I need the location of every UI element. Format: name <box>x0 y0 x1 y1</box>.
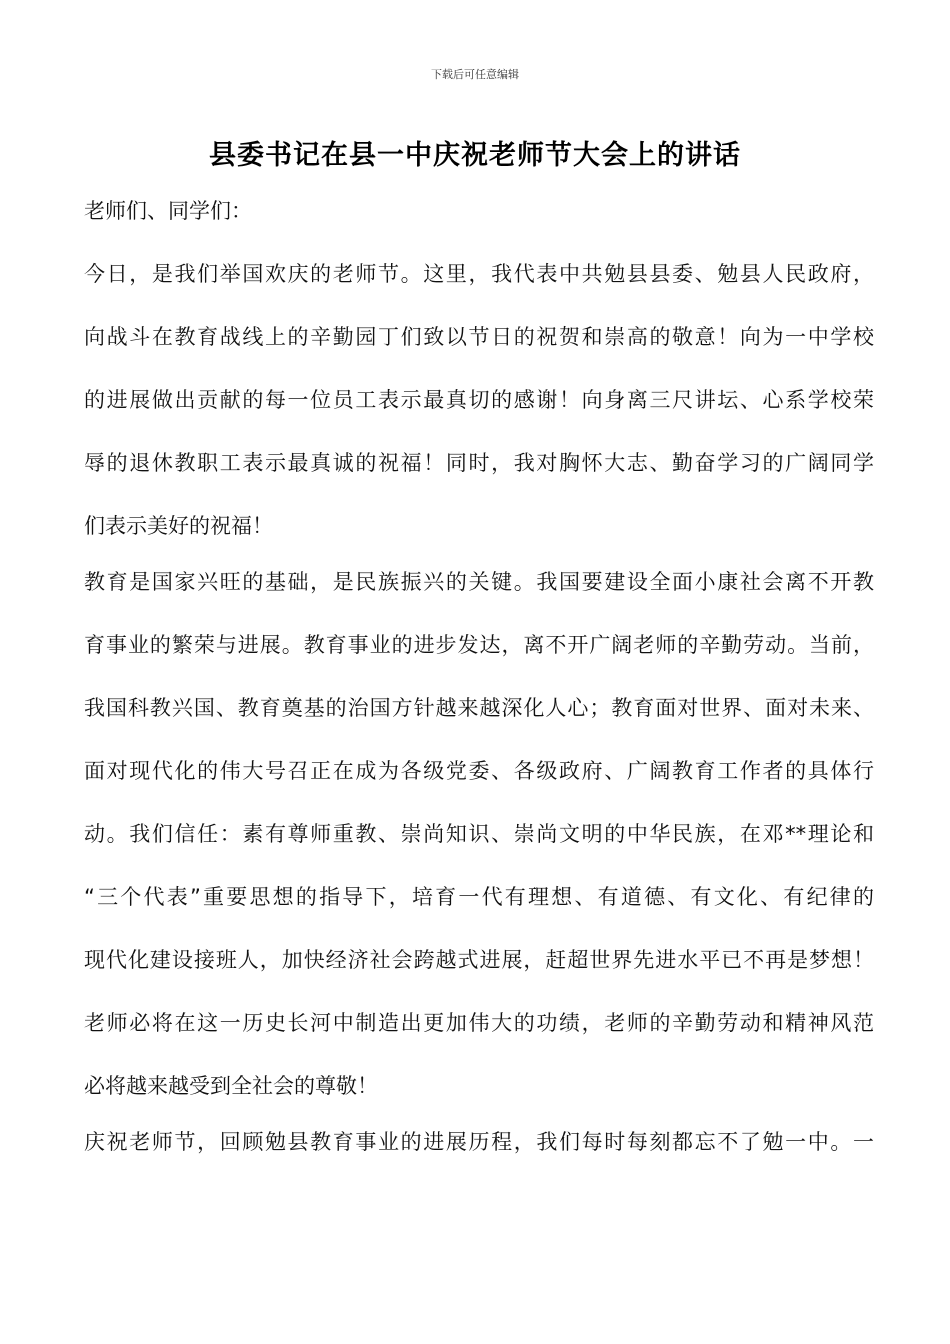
body-line: 辱的退休教职工表示最真诚的祝福！同时，我对胸怀大志、勤奋学习的广阔同学 <box>84 451 874 475</box>
body-line: 现代化建设接班人，加快经济社会跨越式进展，赶超世界先进水平已不再是梦想！ <box>84 948 874 972</box>
body-line: 今日，是我们举国欢庆的老师节。这里，我代表中共勉县县委、勉县人民政府， <box>84 262 874 286</box>
body-line: “三个代表”重要思想的指导下，培育一代有理想、有道德、有文化、有纪律的 <box>84 885 874 909</box>
body-line: 们表示美好的祝福！ <box>84 514 273 538</box>
page-header-note: 下载后可任意编辑 <box>431 68 519 81</box>
body-line: 的进展做出贡献的每一位员工表示最真切的感谢！向身离三尺讲坛、心系学校荣 <box>84 388 874 412</box>
body-line: 育事业的繁荣与进展。教育事业的进步发达，离不开广阔老师的辛勤劳动。当前， <box>84 633 874 657</box>
document-title: 县委书记在县一中庆祝老师节大会上的讲话 <box>209 140 741 171</box>
body-line: 面对现代化的伟大号召正在成为各级党委、各级政府、广阔教育工作者的具体行 <box>84 759 874 783</box>
body-line: 必将越来越受到全社会的尊敬！ <box>84 1074 378 1098</box>
body-line: 我国科教兴国、教育奠基的治国方针越来越深化人心；教育面对世界、面对未来、 <box>84 696 874 720</box>
body-line: 老师必将在这一历史长河中制造出更加伟大的功绩，老师的辛勤劳动和精神风范 <box>84 1011 874 1035</box>
body-line: 庆祝老师节，回顾勉县教育事业的进展历程，我们每时每刻都忘不了勉一中。一 <box>84 1130 874 1154</box>
body-line: 教育是国家兴旺的基础，是民族振兴的关键。我国要建设全面小康社会离不开教 <box>84 570 874 594</box>
document-body <box>84 193 874 1187</box>
salutation-line: 老师们、同学们： <box>84 199 252 223</box>
body-line: 动。我们信任：素有尊师重教、崇尚知识、崇尚文明的中华民族，在邓**理论和 <box>84 822 874 846</box>
body-line: 向战斗在教育战线上的辛勤园丁们致以节日的祝贺和崇高的敬意！向为一中学校 <box>84 325 874 349</box>
